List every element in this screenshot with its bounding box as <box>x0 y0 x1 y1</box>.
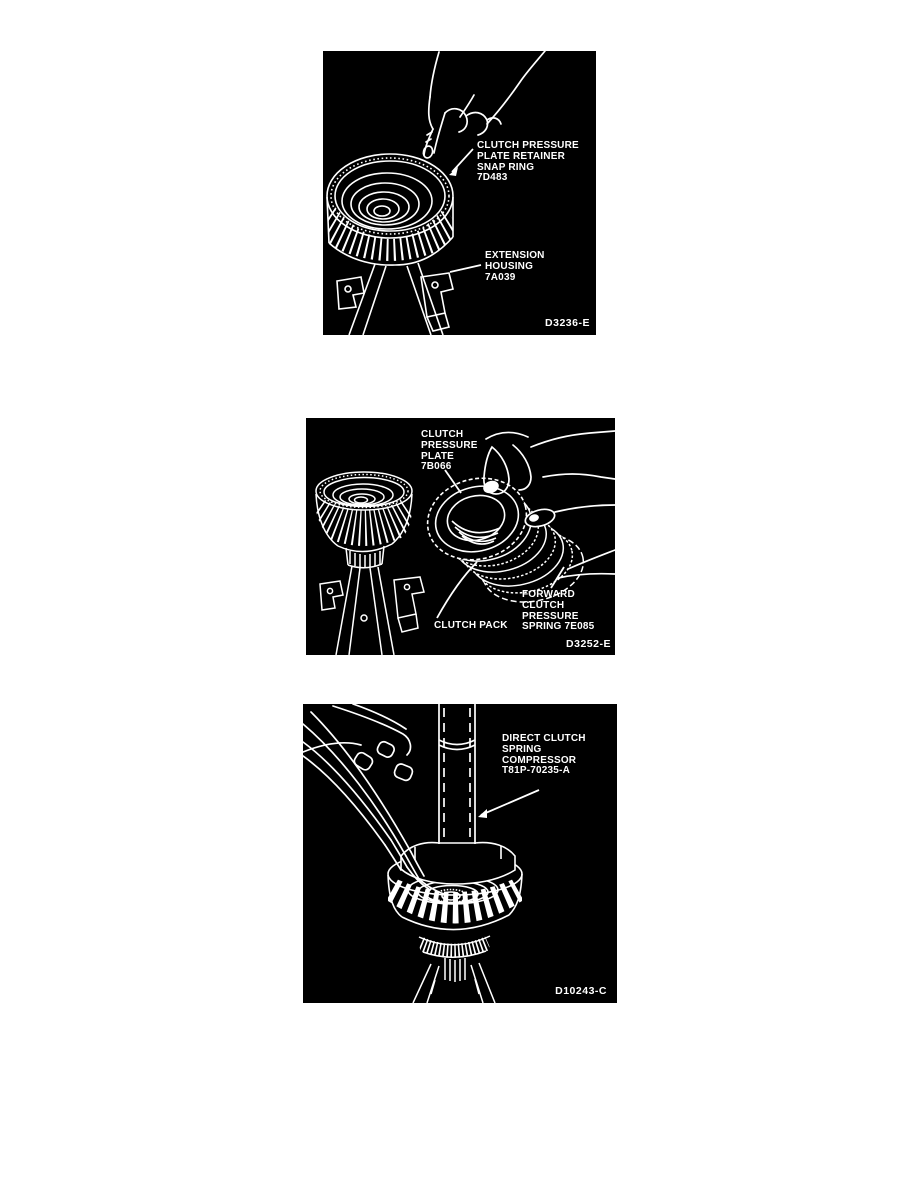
label-clutch-pack <box>434 621 508 632</box>
label-line: T81P-70235-A <box>502 765 570 777</box>
label-line: PLATE <box>421 450 455 462</box>
leader-line <box>478 790 539 818</box>
label-line: HOUSING <box>485 260 534 272</box>
label-forward-clutch-pressure-spring <box>522 590 594 633</box>
label-line: CLUTCH <box>421 429 464 440</box>
label-line: 7B066 <box>421 461 452 473</box>
label-line: DIRECT CLUTCH <box>502 733 586 744</box>
label-line: COMPRESSOR <box>502 754 577 766</box>
label-line: PRESSURE <box>421 439 478 451</box>
extension-housing-drawing <box>337 263 453 335</box>
figure-clutch-pack <box>306 418 615 655</box>
label-line: CLUTCH <box>522 599 565 611</box>
figure-code: D3236-E <box>545 317 590 329</box>
label-clutch-pressure-plate-retainer-snap-ring <box>477 141 579 184</box>
label-clutch-pressure-plate <box>421 430 478 473</box>
spline-band <box>419 936 490 957</box>
figure-code: D3252-E <box>566 638 611 650</box>
label-line: SNAP RING <box>477 161 535 173</box>
figure-spring-compressor <box>303 704 617 1003</box>
label-line: SPRING 7E085 <box>522 621 595 633</box>
label-line: SPRING <box>502 743 542 755</box>
clutch-drum <box>327 154 453 265</box>
figure-snap-ring <box>323 51 596 335</box>
clutch-drum-small <box>316 472 412 568</box>
label-line: 7A039 <box>485 271 516 283</box>
compressor-tool-drawing <box>439 704 475 844</box>
label-line: PRESSURE <box>522 610 579 622</box>
pedestal-drawing <box>413 958 495 1003</box>
snap-ring-illustration <box>323 51 596 335</box>
pedestal-drawing <box>320 566 424 655</box>
label-direct-clutch-spring-compressor <box>502 734 586 777</box>
label-line: 7D483 <box>477 172 508 184</box>
label-line: CLUTCH PACK <box>434 620 508 631</box>
label-line: FORWARD <box>522 589 575 600</box>
label-line: PLATE RETAINER <box>477 150 565 162</box>
figure-code: D10243-C <box>555 985 607 997</box>
label-extension-housing <box>485 251 545 283</box>
label-line: CLUTCH PRESSURE <box>477 140 579 151</box>
label-line: EXTENSION <box>485 250 545 261</box>
